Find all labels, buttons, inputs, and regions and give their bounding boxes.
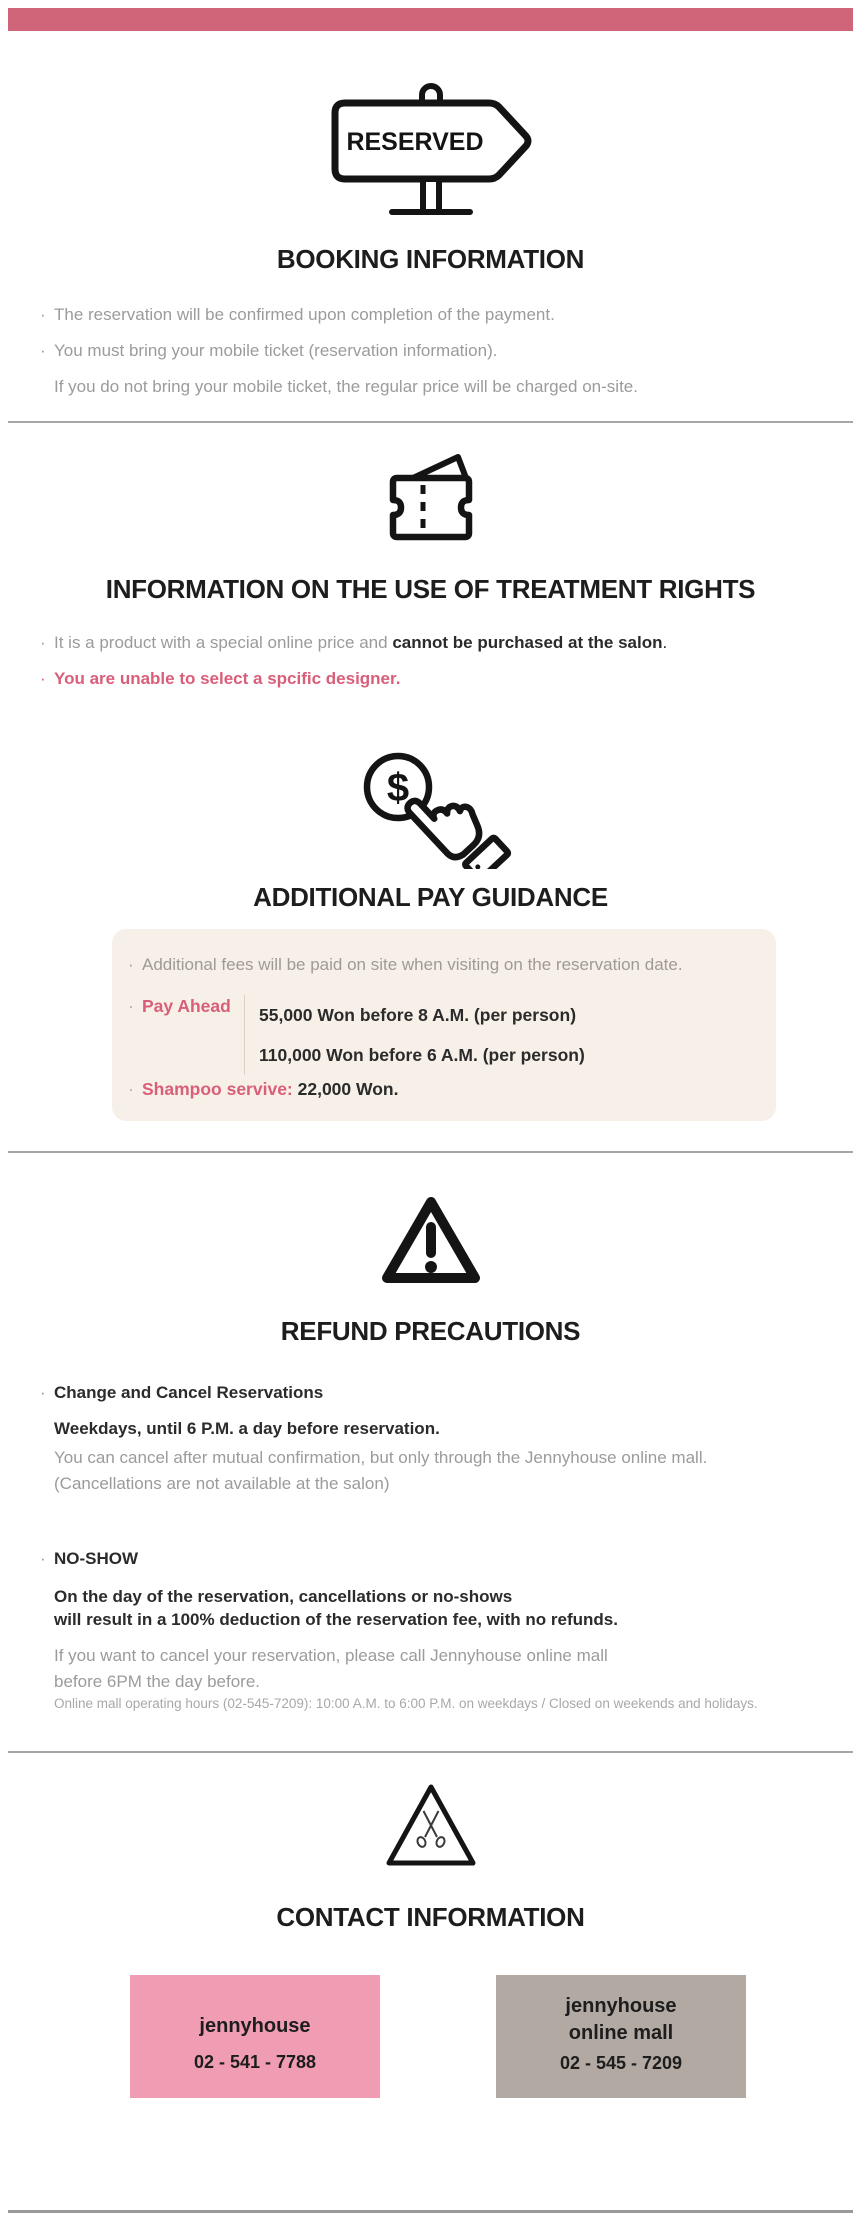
- contact-boxes: [130, 1975, 853, 2098]
- top-accent-bar: [8, 8, 853, 31]
- no-show-bold-lines: On the day of the reservation, cancellations or no-shows will result in a 100% deduction of the reservation fee, with no refunds.: [54, 1587, 618, 1629]
- salon-name: jennyhouse: [199, 2015, 311, 2037]
- dollar-symbol: $: [386, 766, 409, 810]
- mall-name-line1: jennyhouse: [565, 1995, 677, 2017]
- shampoo-row: · Shampoo servive: 22,000 Won.: [128, 1079, 399, 1099]
- mall-phone: 02 - 545 - 7209: [559, 2053, 683, 2073]
- pay-ahead-line-1: 55,000 Won before 8 A.M. (per person): [259, 1005, 577, 1025]
- booking-bullet-2-continued: If you do not bring your mobile ticket, the regular price will be charged on-site.: [54, 377, 638, 396]
- online-mall-hours: Online mall operating hours (02-545-7209): 10:00 A.M. to 6:00 P.M. on weekdays / Closed on weekends and holidays.: [54, 1696, 758, 1711]
- booking-information-title: BOOKING INFORMATION: [276, 244, 585, 274]
- pay-note: · Additional fees will be paid on site when visiting on the reservation date.: [128, 955, 683, 974]
- change-cancel-heading: · Change and Cancel Reservations: [40, 1383, 324, 1402]
- booking-bullets: [40, 297, 853, 405]
- scissors-triangle-icon: [8, 1781, 853, 1869]
- section-divider: [8, 1151, 853, 1153]
- pay-ahead-line-2: 110,000 Won before 6 A.M. (per person): [259, 1045, 585, 1065]
- pay-ahead-row: · Pay Ahead 55,000 Won before 8 A.M. (per person) 110,000 Won before 6 A.M. (per person): [128, 995, 756, 1075]
- pay-coin-hand-icon: [8, 747, 853, 869]
- treatment-bullets: [40, 625, 853, 697]
- reserved-signpost-icon: [8, 83, 853, 215]
- contact-box-salon: [130, 1975, 380, 2098]
- vertical-separator: [244, 995, 245, 1075]
- section-divider: [8, 1751, 853, 1753]
- change-cancel-notes: You can cancel after mutual confirmation, but only through the Jennyhouse online mall. (Cancellations are not available at the salon): [54, 1448, 708, 1493]
- pay-ahead-label: Pay Ahead: [142, 996, 231, 1016]
- treatment-bullet-1: · It is a product with a special online price and cannot be purchased at the salon.: [40, 633, 668, 652]
- contact-box-online-mall: [496, 1975, 746, 2098]
- warning-triangle-icon: [8, 1191, 853, 1287]
- contact-information-title: CONTACT INFORMATION: [276, 1902, 585, 1932]
- no-show-notes: If you want to cancel your reservation, please call Jennyhouse online mall before 6PM the day before.: [54, 1646, 608, 1691]
- additional-pay-title: ADDITIONAL PAY GUIDANCE: [253, 882, 608, 912]
- reserved-sign-label: RESERVED: [345, 128, 484, 156]
- refund-precautions-title: REFUND PRECAUTIONS: [280, 1316, 581, 1346]
- treatment-rights-title: INFORMATION ON THE USE OF TREATMENT RIGHTS: [105, 574, 756, 604]
- section-divider: [8, 421, 853, 423]
- additional-pay-box: [112, 929, 776, 1121]
- booking-bullet-2: · You must bring your mobile ticket (reservation information).: [40, 341, 498, 360]
- no-show-heading: · NO-SHOW: [40, 1549, 139, 1568]
- ticket-icon: [8, 449, 853, 541]
- treatment-bullet-2: · You are unable to select a spcific designer.: [40, 669, 401, 688]
- change-cancel-bold: Weekdays, until 6 P.M. a day before reservation.: [54, 1419, 440, 1438]
- mall-name-line2: online mall: [568, 2022, 674, 2044]
- booking-bullet-1: · The reservation will be confirmed upon completion of the payment.: [40, 305, 555, 324]
- salon-phone: 02 - 541 - 7788: [193, 2052, 317, 2072]
